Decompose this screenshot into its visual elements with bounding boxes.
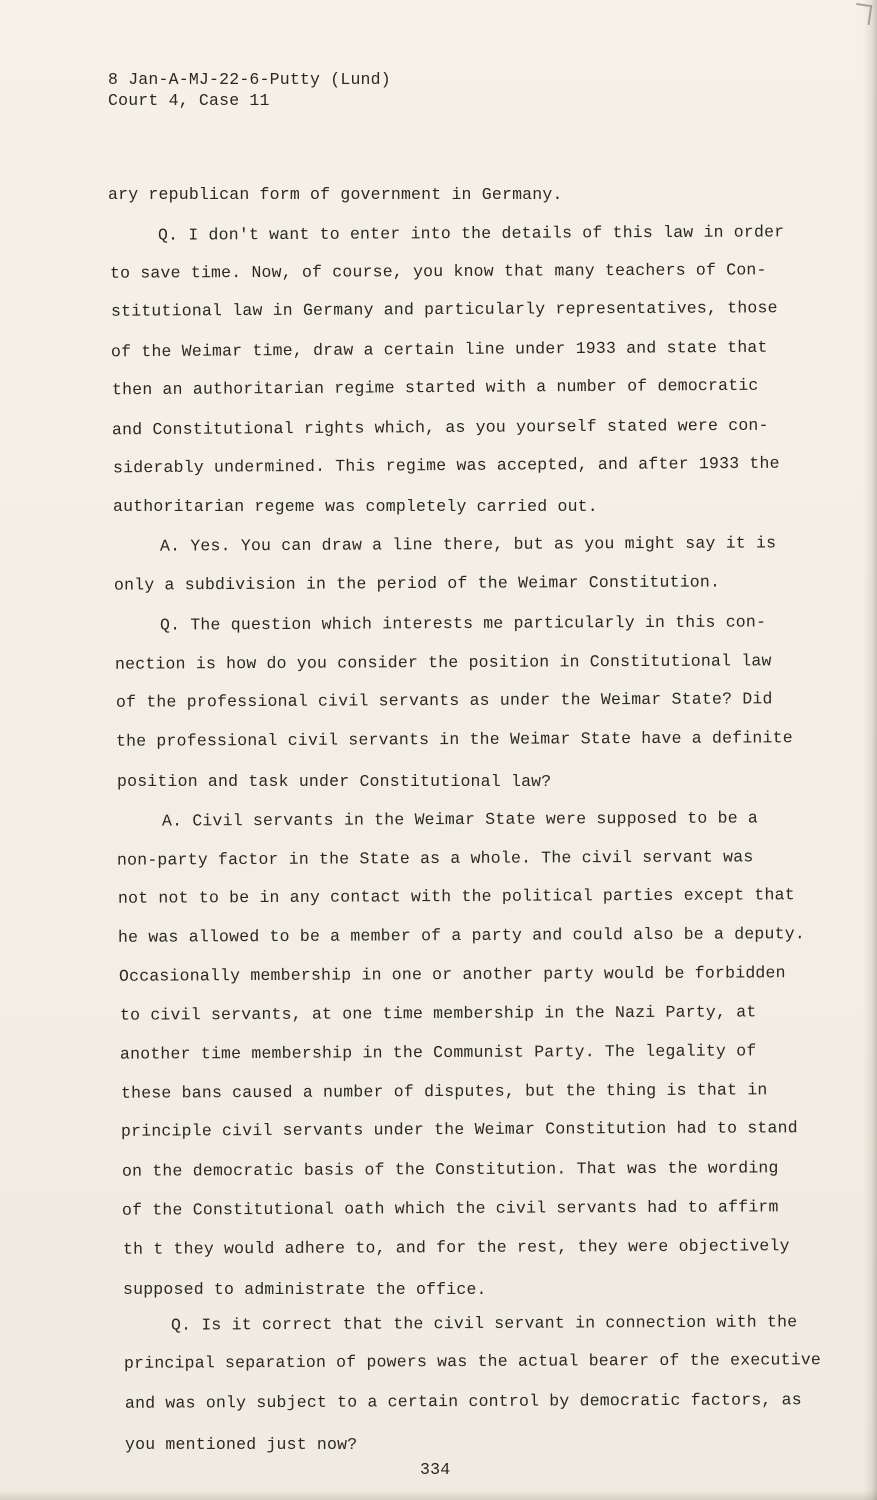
body-line-27: of the Constitutional oath which the civil servants had to affirm [121,1197,779,1220]
header-court-case: Court 4, Case 11 [108,91,270,110]
body-line-1: ary republican form of government in Germany. [108,185,563,204]
body-line-17: A. Civil servants in the Weimar State were supposed to be a [161,808,759,831]
body-line-28: th t they would adhere to, and for the rest, they were objectively [122,1236,790,1259]
body-line-20: he was allowed to be a member of a party and could also be a deputy. [117,924,805,947]
body-line-31: principal separation of powers was the actual bearer of the executive [123,1350,822,1373]
body-line-19: not not to be in any contact with the political parties except that [117,885,795,908]
body-line-23: another time membership in the Communist Party. The legality of [119,1041,757,1064]
body-line-10: A. Yes. You can draw a line there, but as you might say it is [159,533,777,556]
page-edge-shadow [863,0,877,1500]
body-line-30: Q. Is it correct that the civil servant in connection with the [170,1312,798,1335]
body-line-11: only a subdivision in the period of the Weimar Constitution. [113,572,721,595]
body-line-22: to civil servants, at one time membership in the Nazi Party, at [119,1002,757,1025]
body-line-18: non-party factor in the State as a whole. The civil servant was [116,847,754,870]
body-line-26: on the democratic basis of the Constitution. That was the wording [121,1158,779,1181]
body-line-7: and Constitutional rights which, as you yourself stated were con- [111,415,769,440]
body-line-8: siderably undermined. This regime was accepted, and after 1933 the [112,453,780,478]
corner-fold-mark [854,3,873,25]
body-line-29: supposed to administrate the office. [123,1280,487,1299]
body-line-5: of the Weimar time, draw a certain line under 1933 and state that [110,337,768,362]
body-line-3: to save time. Now, of course, you know that many teachers of Con- [109,260,767,283]
body-line-16: position and task under Constitutional law? [117,772,552,791]
body-line-14: of the professional civil servants as under the Weimar State? Did [115,689,773,712]
page-bottom-shadow [0,1490,877,1500]
body-line-4: stitutional law in Germany and particularly representatives, those [110,298,778,321]
body-line-25: principle civil servants under the Weimar Constitution had to stand [120,1118,798,1141]
body-line-9: authoritarian regeme was completely carried out. [113,497,598,516]
body-line-2: Q. I don't want to enter into the details of this law in order [157,222,785,245]
page-number: 334 [420,1460,451,1479]
header-reference: 8 Jan-A-MJ-22-6-Putty (Lund) [108,70,391,89]
body-line-33: you mentioned just now? [125,1435,358,1454]
body-line-32: and was only subject to a certain control by democratic factors, as [124,1390,802,1413]
body-line-15: the professional civil servants in the Weimar State have a definite [115,728,793,751]
body-line-12: Q. The question which interests me particularly in this con- [159,612,767,635]
body-line-6: then an authoritarian regime started with a number of democratic [111,375,759,400]
body-line-13: nection is how do you consider the position in Constitutional law [114,651,772,674]
body-line-24: these bans caused a number of disputes, but the thing is that in [120,1080,768,1103]
body-line-21: Occasionally membership in one or another party would be forbidden [118,963,786,986]
